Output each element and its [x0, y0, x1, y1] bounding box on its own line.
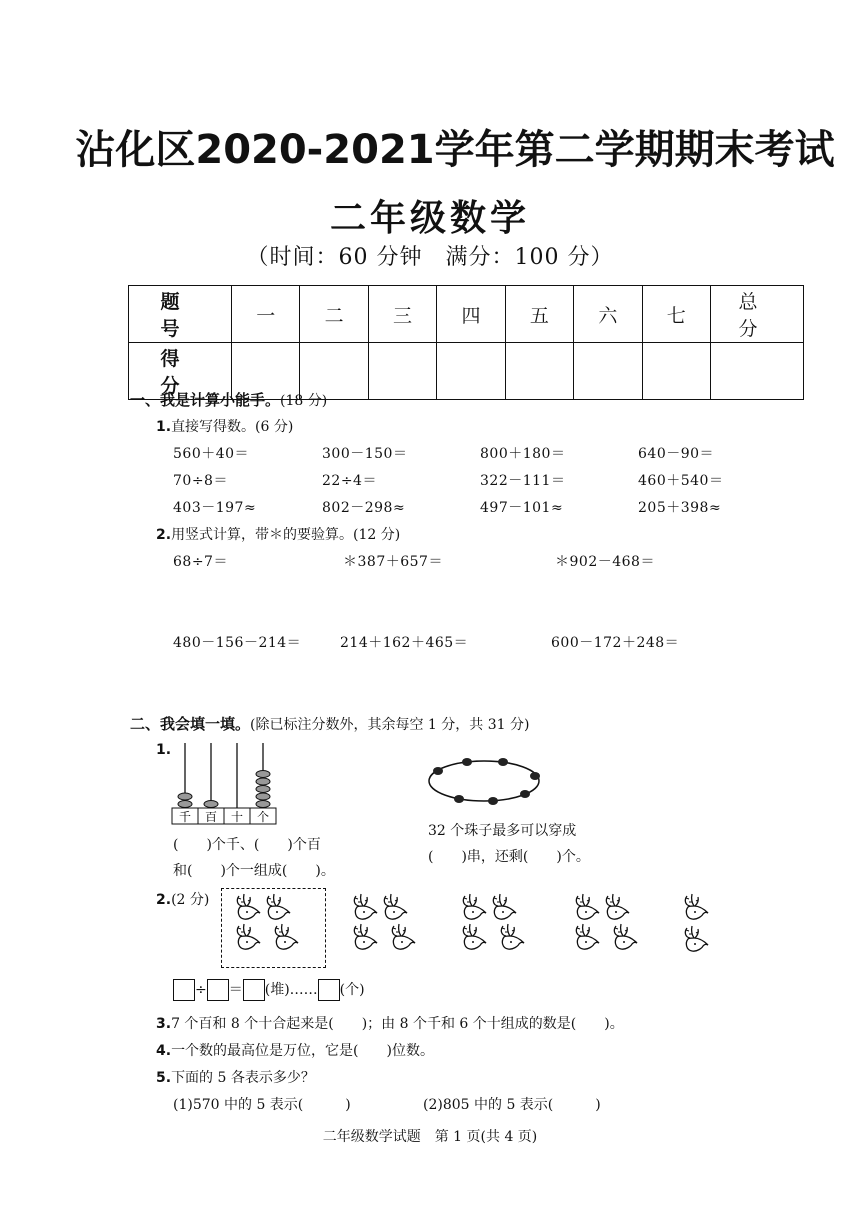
- question-2-4: [156, 1040, 434, 1060]
- abacus-diagram: [170, 740, 285, 826]
- vertical-calc-item: ＊387＋657＝: [343, 554, 443, 570]
- radish-icon: [237, 894, 260, 919]
- section1-points: (18 分): [280, 393, 328, 409]
- score-input-cell[interactable]: [368, 343, 436, 400]
- section1-heading: [130, 389, 327, 410]
- score-cell: 四: [437, 286, 505, 343]
- equals-sign: ＝: [228, 982, 243, 998]
- exam-subtitle: 二年级数学: [329, 197, 530, 239]
- radish-icon: [463, 924, 486, 949]
- calc-item: 497－101≈: [480, 500, 564, 516]
- abacus-bead: [178, 793, 192, 800]
- radish-icon: [576, 924, 599, 949]
- calc-item: 70÷8＝: [173, 473, 228, 489]
- calc-item: 22÷4＝: [322, 473, 377, 489]
- question-2-5: [156, 1067, 315, 1087]
- vertical-calc-item: 480－156－214＝: [173, 635, 302, 651]
- answer-box[interactable]: [173, 979, 195, 1001]
- calc-item: 300－150＝: [322, 446, 408, 462]
- answer-box[interactable]: [207, 979, 229, 1001]
- bead-necklace-diagram: [425, 755, 545, 807]
- radish-icon: [493, 894, 516, 919]
- calc-item: 800＋180＝: [480, 446, 566, 462]
- score-cell: 一: [232, 286, 300, 343]
- score-cell: 五: [505, 286, 573, 343]
- calc-item: 640－90＝: [638, 446, 715, 462]
- question-1-1: [156, 416, 293, 436]
- abacus-bead: [256, 778, 270, 785]
- section1-heading-text: 一、我是计算小能手。: [130, 391, 281, 409]
- calc-item: 802－298≈: [322, 500, 406, 516]
- question-number: 1.: [156, 419, 172, 435]
- question-number: 1.: [156, 742, 172, 758]
- beads-question-line2: ( )串，还剩( )个。: [428, 849, 590, 865]
- score-table-header-row: [129, 286, 804, 343]
- vertical-calc-item: 600－172＋248＝: [551, 635, 680, 651]
- question-2-1-number: [156, 742, 171, 758]
- calc-item: 322－111＝: [480, 473, 566, 489]
- calc-item: 460＋540＝: [638, 473, 724, 489]
- beads-question-line1: 32 个珠子最多可以穿成: [428, 823, 577, 839]
- abacus-bead: [256, 801, 270, 808]
- answer-box[interactable]: [318, 979, 340, 1001]
- radish-icon: [384, 894, 407, 919]
- score-input-cell[interactable]: [505, 343, 573, 400]
- vertical-calc-item: ＊902－468＝: [555, 554, 655, 570]
- radish-icon: [685, 926, 708, 951]
- score-cell: 题 号: [129, 286, 232, 343]
- division-equation: [173, 979, 365, 1001]
- radish-icon: [606, 894, 629, 919]
- exam-time-info: （时间：60 分钟 满分：100 分）: [246, 245, 614, 270]
- score-input-cell[interactable]: [574, 343, 642, 400]
- question-number: 2.: [156, 527, 172, 543]
- radish-icon: [392, 924, 415, 949]
- score-input-cell[interactable]: [437, 343, 505, 400]
- radish-icon: [354, 894, 377, 919]
- radish-icon: [354, 924, 377, 949]
- radish-icon: [501, 924, 524, 949]
- score-input-cell[interactable]: [711, 343, 804, 400]
- question-text: 下面的 5 各表示多少？: [171, 1070, 315, 1086]
- question-text: 直接写得数。(6 分): [171, 419, 294, 435]
- radish-icon: [576, 894, 599, 919]
- vertical-calc-item: 68÷7＝: [173, 554, 228, 570]
- score-cell: 三: [368, 286, 436, 343]
- question-number: 4.: [156, 1043, 172, 1059]
- calc-item: 403－197≈: [173, 500, 257, 516]
- vertical-calc-item: 214＋162＋465＝: [340, 635, 469, 651]
- abacus-bead: [256, 786, 270, 793]
- divide-sign: ÷: [195, 982, 207, 998]
- abacus-place-label: 十: [230, 810, 244, 824]
- page-footer: 二年级数学试题 第 1 页(共 4 页): [322, 1129, 538, 1145]
- radish-icon: [267, 894, 290, 919]
- question-points: (2 分): [171, 892, 210, 908]
- radish-icon: [614, 924, 637, 949]
- unit-label: (个): [339, 982, 365, 998]
- section2-heading: [130, 713, 529, 734]
- section2-heading-text: 二、我会填一填。: [130, 715, 251, 733]
- abacus-bead: [256, 771, 270, 778]
- radish-icon: [275, 924, 298, 949]
- abacus-bead: [204, 801, 218, 808]
- exam-title: 沾化区2020-2021学年第二学期期末考试: [75, 127, 835, 173]
- question-2-3: [156, 1013, 624, 1033]
- score-cell: 六: [574, 286, 642, 343]
- score-table: [128, 285, 813, 400]
- question-text: 一个数的最高位是万位，它是( )位数。: [171, 1043, 434, 1059]
- question-2-5-part1: (1)570 中的 5 表示( ): [173, 1097, 351, 1113]
- question-text: 7 个百和 8 个十合起来是( )；由 8 个千和 6 个十组成的数是( )。: [171, 1016, 624, 1032]
- section2-points: (除已标注分数外，其余每空 1 分，共 31 分): [250, 717, 530, 733]
- question-number: 5.: [156, 1070, 172, 1086]
- question-text: 用竖式计算，带＊的要验算。(12 分): [171, 527, 401, 543]
- abacus-place-label: 个: [256, 810, 270, 824]
- abacus-bead: [256, 793, 270, 800]
- score-cell: 二: [300, 286, 368, 343]
- question-2-5-part2: (2)805 中的 5 表示( ): [423, 1097, 601, 1113]
- radish-icon: [463, 894, 486, 919]
- score-input-cell[interactable]: [642, 343, 710, 400]
- radish-groups-diagram: [225, 890, 725, 968]
- abacus-answer-line2: 和( )个一组成( )。: [173, 863, 335, 879]
- score-cell: 得 分: [129, 343, 232, 400]
- score-cell: 七: [642, 286, 710, 343]
- unit-label: (堆)……: [264, 982, 318, 998]
- radish-icon: [237, 924, 260, 949]
- question-1-2: [156, 524, 400, 544]
- abacus-place-label: 千: [178, 810, 192, 824]
- calc-item: 205＋398≈: [638, 500, 722, 516]
- radish-icon: [685, 894, 708, 919]
- abacus-place-label: 百: [204, 810, 218, 824]
- question-number: 2.: [156, 892, 172, 908]
- question-2-2: [156, 889, 209, 909]
- score-cell: 总 分: [711, 286, 804, 343]
- abacus-answer-line1: ( )个千、( )个百: [173, 837, 321, 853]
- abacus-bead: [178, 801, 192, 808]
- question-number: 3.: [156, 1016, 172, 1032]
- answer-box[interactable]: [243, 979, 265, 1001]
- calc-item: 560＋40＝: [173, 446, 250, 462]
